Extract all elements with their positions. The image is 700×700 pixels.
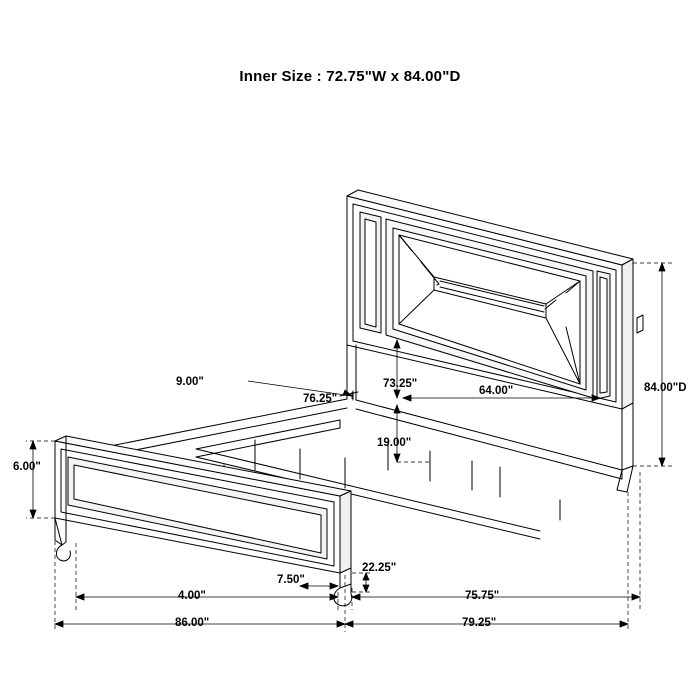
- dim-76-25: 9.00": [176, 376, 204, 388]
- footboard-group: [55, 436, 352, 606]
- dim-86-00: 75.75": [465, 590, 500, 602]
- dim-19-00: 73.25": [383, 378, 418, 390]
- dim-9-00: 19.00": [377, 437, 412, 449]
- dim-79-25: 86.00": [175, 617, 210, 629]
- dim-64-00: 84.00"D: [644, 382, 687, 394]
- dim-22-25: 6.00": [13, 461, 41, 473]
- dim-6-00: 76.25": [303, 393, 338, 405]
- dim-73-25: 64.00": [479, 385, 514, 397]
- dim-75-75: 4.00": [178, 590, 206, 602]
- dim-89-75: 79.25": [462, 617, 497, 629]
- dim-7-50: 22.25": [362, 562, 397, 574]
- dim-4-00: 7.50": [277, 574, 305, 586]
- page-title: Inner Size : 72.75"W x 84.00"D: [239, 68, 461, 85]
